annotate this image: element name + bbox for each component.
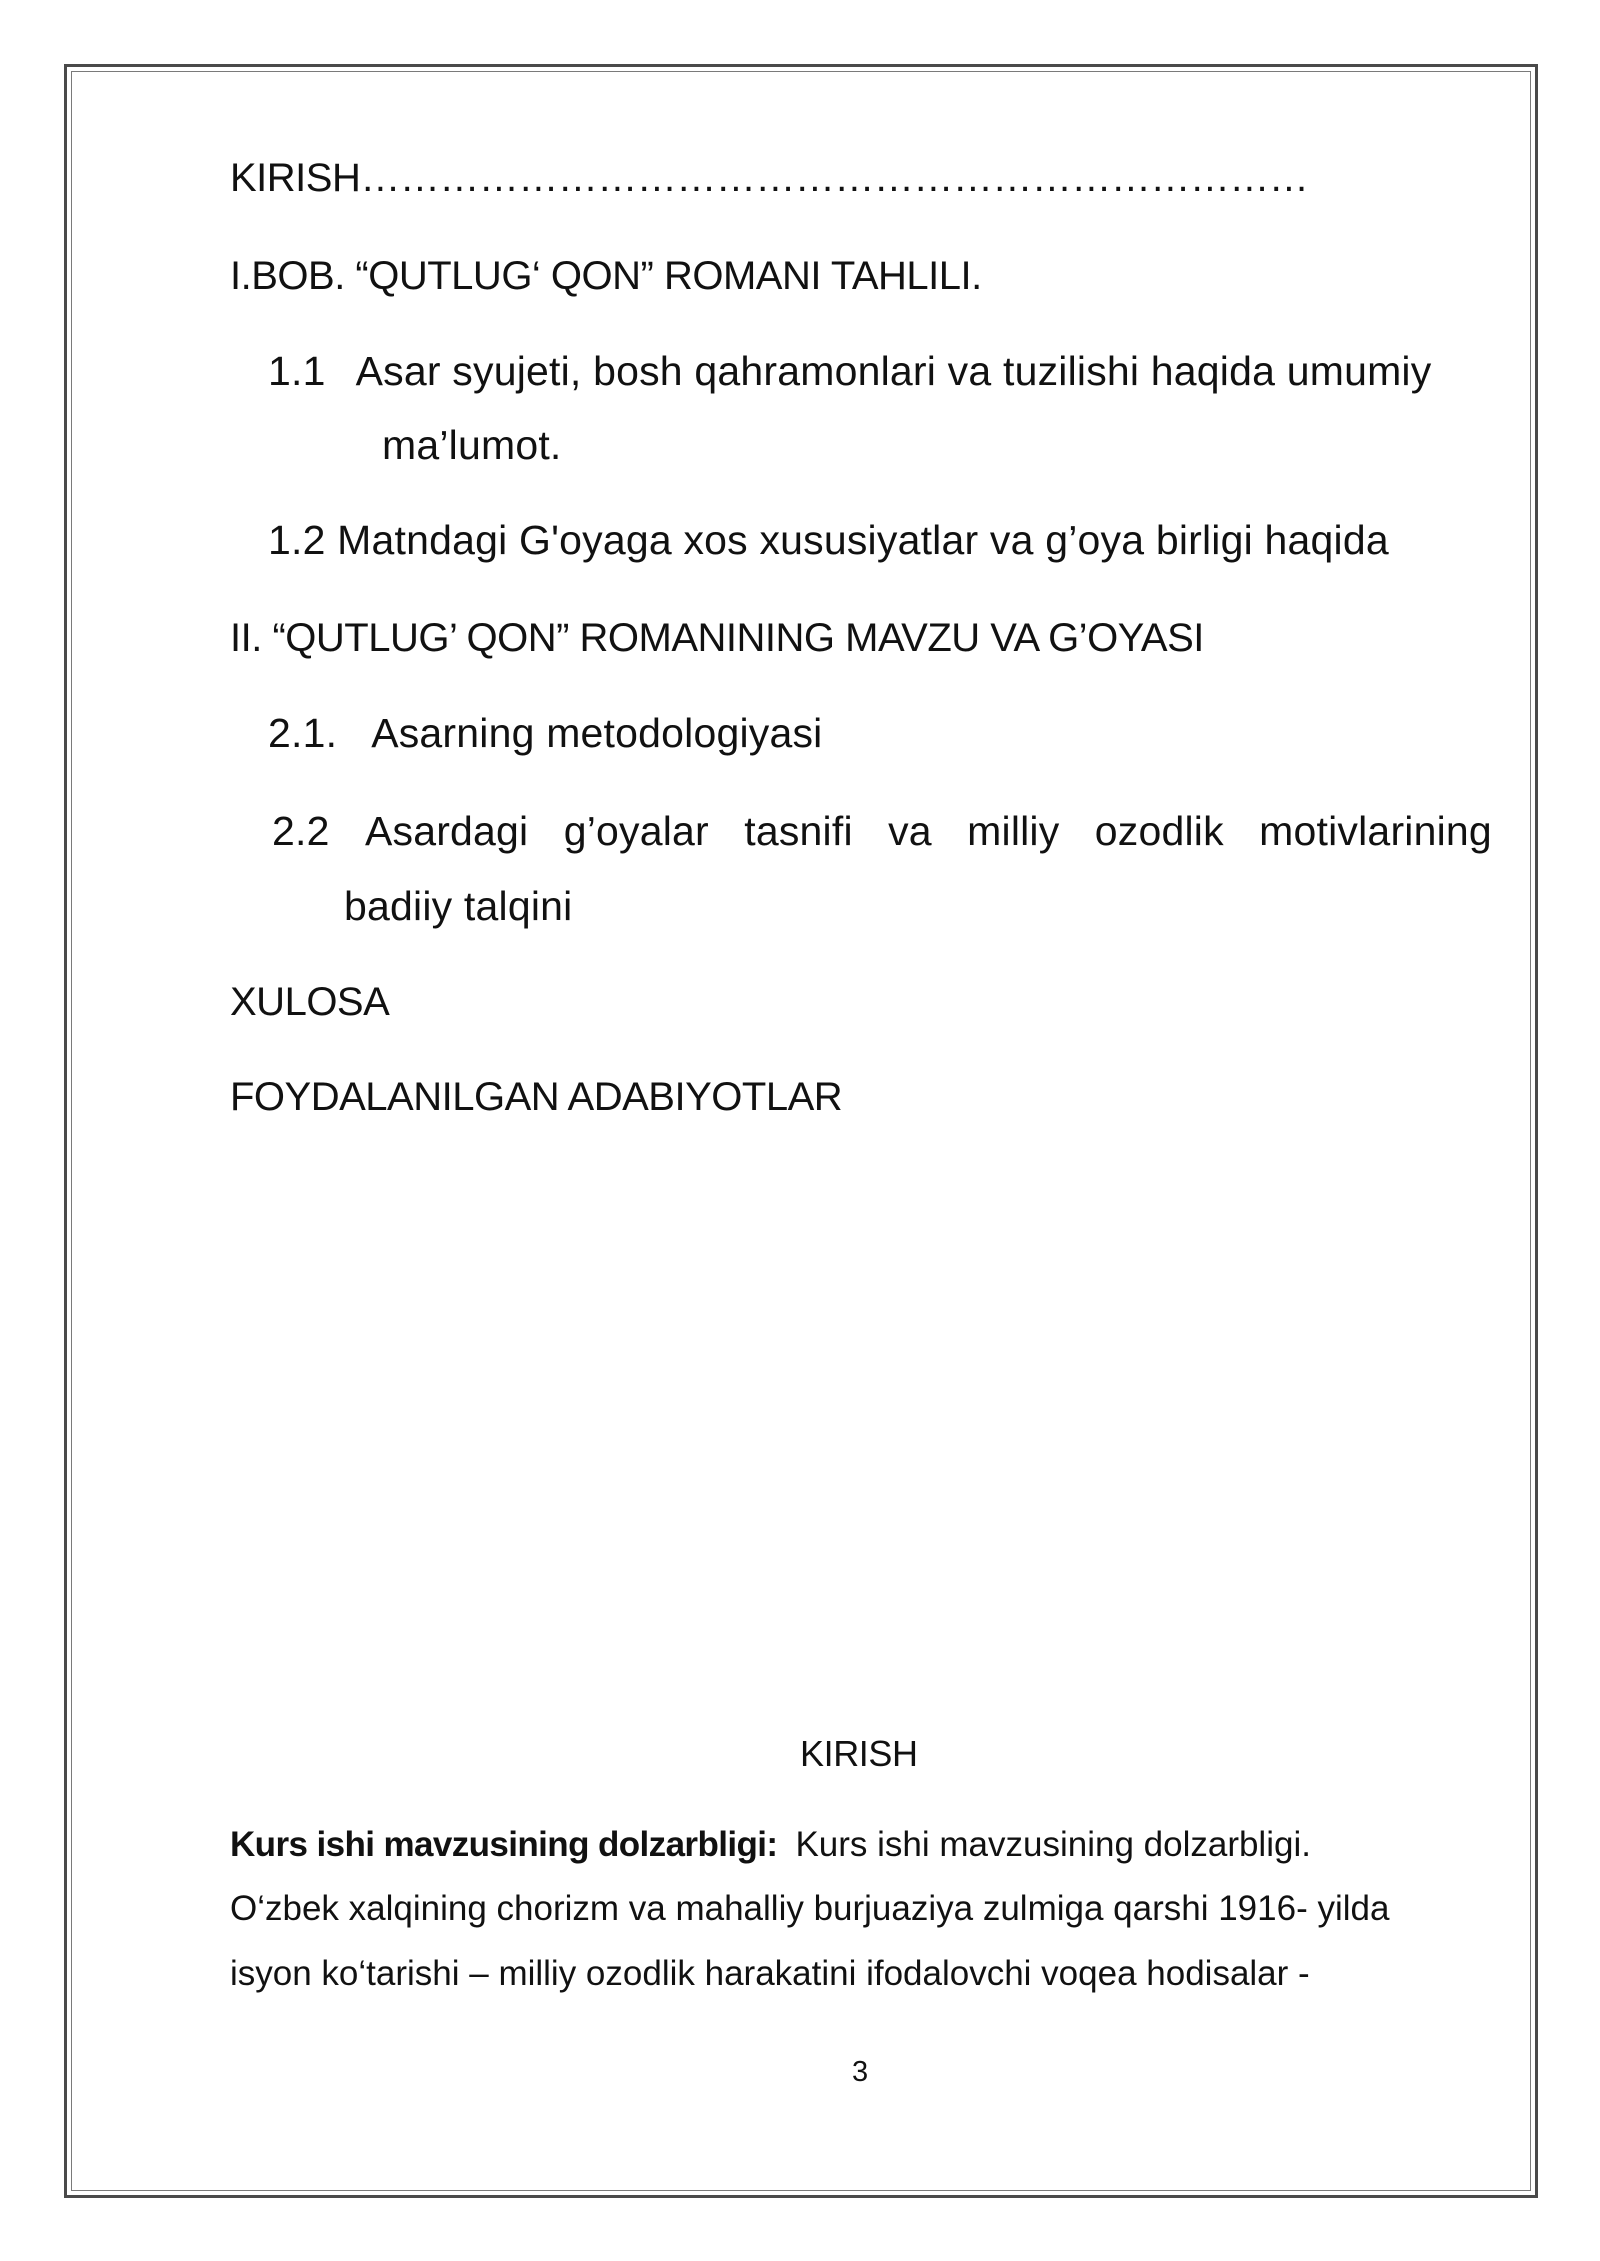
toc-section-1-1-number: 1.1 [268, 348, 326, 394]
toc-references[interactable]: FOYDALANILGAN ADABIYOTLAR [230, 1075, 843, 1119]
intro-lead-bold: Kurs ishi mavzusining dolzarbligi: [230, 1825, 778, 1864]
toc-section-1-1-title: Asar syujeti, bosh qahramonlari va tuzilishi haqida umumiy [355, 348, 1432, 394]
toc-section-2-1-title: Asarning metodologiyasi [371, 710, 823, 756]
toc-section-2-2-word: g’oyalar [563, 808, 709, 854]
toc-chapter-2[interactable]: II. “QUTLUG’ QON” ROMANINING MAVZU VA G’OYASI [230, 616, 1204, 660]
toc-section-1-1[interactable] [268, 347, 1492, 395]
toc-section-2-2[interactable] [272, 807, 1492, 855]
toc-section-2-2-word: motivlarining [1259, 808, 1492, 854]
intro-paragraph-line-3: isyon ko‘tarishi – milliy ozodlik harakatini ifodalovchi voqea hodisalar - [230, 1954, 1310, 1993]
toc-section-1-1-continuation: ma’lumot. [382, 422, 562, 468]
toc-section-2-2-word: tasnifi [744, 808, 853, 854]
toc-section-2-1-number: 2.1. [268, 710, 338, 756]
intro-paragraph-line-2: O‘zbek xalqining chorizm va mahalliy burjuaziya zulmiga qarshi 1916- yilda [230, 1889, 1390, 1928]
toc-chapter-1[interactable]: I.BOB. “QUTLUG‘ QON” ROMANI TAHLILI. [230, 254, 982, 298]
intro-lead-text: Kurs ishi mavzusining dolzarbligi. [795, 1825, 1311, 1864]
toc-section-2-2-word: 2.2 [272, 808, 330, 854]
page-number: 3 [852, 2056, 869, 2088]
intro-paragraph-line-1 [230, 1824, 1311, 1866]
toc-conclusion[interactable]: XULOSA [230, 980, 390, 1024]
toc-section-2-1[interactable] [268, 709, 822, 757]
toc-introduction[interactable]: KIRISH……………………………………………………………… [230, 156, 1309, 200]
toc-section-2-2-word: Asardagi [364, 808, 529, 854]
toc-section-2-2-word: va [888, 808, 932, 854]
intro-title: KIRISH [800, 1733, 918, 1774]
toc-section-2-2-word: milliy [967, 808, 1060, 854]
toc-section-2-2-continuation: badiiy talqini [344, 883, 573, 929]
toc-section-1-2[interactable]: 1.2 Matndagi G'oyaga xos xususiyatlar va g’oya birligi haqida [268, 517, 1389, 563]
toc-section-2-2-word: ozodlik [1094, 808, 1224, 854]
